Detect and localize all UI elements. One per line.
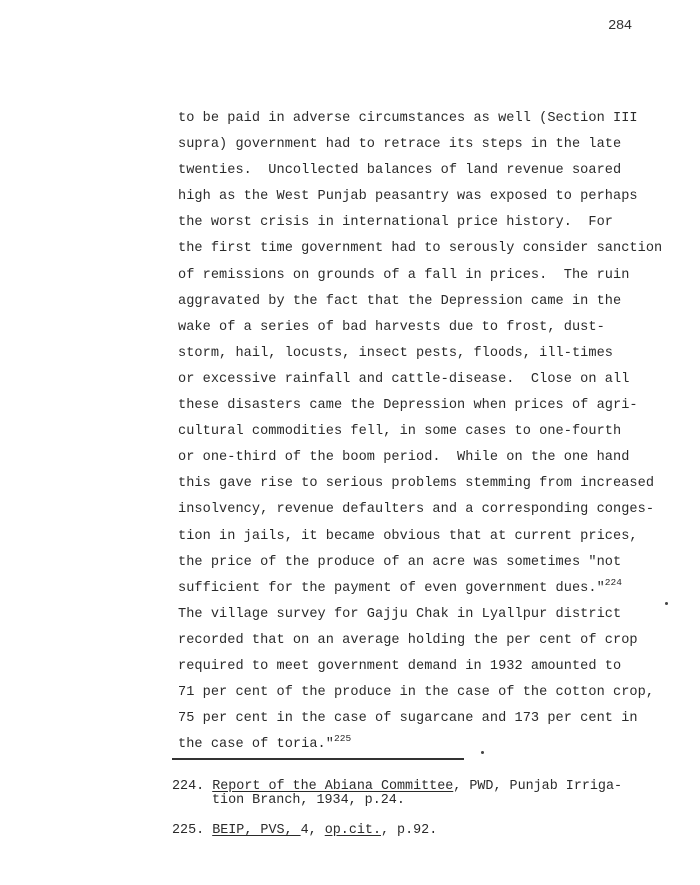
footnote-sep: , — [308, 823, 325, 838]
footnote-opcit: op.cit. — [324, 823, 381, 838]
footnote-number: 224. — [172, 779, 205, 794]
footnote-number: 225. — [172, 823, 205, 838]
text-line-content: the case of toria." — [178, 737, 334, 753]
text-line: The village survey for Gajju Chak in Lyallpur district — [178, 606, 622, 622]
text-line: high as the West Punjab peasantry was exposed to perhaps — [178, 189, 638, 205]
footnote-225 — [172, 824, 662, 838]
footnote-ref-225[interactable]: 225 — [333, 733, 352, 745]
text-line: 71 per cent of the produce in the case of the cotton crop, — [178, 685, 655, 701]
text-line: to be paid in adverse circumstances as well (Section III — [178, 111, 638, 126]
text-line-content: sufficient for the payment of even government dues." — [178, 580, 605, 596]
scan-speck — [665, 602, 668, 605]
text-line: wake of a series of bad harvests due to frost, dust- — [178, 319, 605, 335]
page-number: 284 — [608, 18, 632, 34]
text-line: required to meet government demand in 1932 amounted to — [178, 658, 622, 674]
footnote-title: Report of the Abiana Committee — [212, 779, 454, 794]
text-line: twenties. Uncollected balances of land revenue soared — [178, 163, 622, 179]
text-line: the first time government had to serously consider sanction — [178, 241, 663, 257]
text-line: this gave rise to serious problems stemming from increased — [178, 476, 655, 492]
footnotes — [172, 780, 662, 838]
text-line: of remissions on grounds of a fall in prices. The ruin — [178, 267, 630, 283]
text-line: or excessive rainfall and cattle-disease. Close on all — [178, 371, 630, 387]
text-line: the worst crisis in international price history. For — [178, 215, 614, 231]
text-line: aggravated by the fact that the Depression came in the — [178, 293, 622, 309]
footnote-224 — [172, 780, 662, 808]
text-line-with-footnote-ref — [178, 732, 658, 758]
text-line: tion in jails, it became obvious that at current prices, — [178, 528, 638, 544]
text-line: these disasters came the Depression when prices of agri- — [178, 398, 638, 414]
text-line: insolvency, revenue defaulters and a corresponding conges- — [178, 502, 655, 518]
text-line: cultural commodities fell, in some cases to one-fourth — [178, 424, 622, 440]
text-line: supra) government had to retrace its steps in the late — [178, 137, 622, 153]
text-line: recorded that on an average holding the per cent of crop — [178, 632, 638, 648]
scan-speck — [481, 751, 484, 754]
footnote-volume: 4 — [300, 823, 309, 838]
text-line-with-footnote-ref — [178, 576, 658, 602]
footnote-continuation: tion Branch, 1934, p.24. — [212, 793, 405, 808]
text-line: storm, hail, locusts, insect pests, floods, ill-times — [178, 345, 614, 361]
text-line: the price of the produce of an acre was sometimes "not — [178, 554, 622, 570]
footnote-page: , p.92. — [380, 823, 438, 838]
footnote-separator-rule — [172, 758, 464, 760]
footnote-text: , PWD, Punjab Irriga- — [453, 779, 623, 794]
footnote-title: BEIP, PVS, — [212, 823, 301, 838]
footnote-ref-224[interactable]: 224 — [604, 576, 623, 588]
text-line: or one-third of the boom period. While on the one hand — [178, 450, 630, 466]
text-line: 75 per cent in the case of sugarcane and 173 per cent in — [178, 711, 638, 727]
body-text — [178, 106, 663, 758]
